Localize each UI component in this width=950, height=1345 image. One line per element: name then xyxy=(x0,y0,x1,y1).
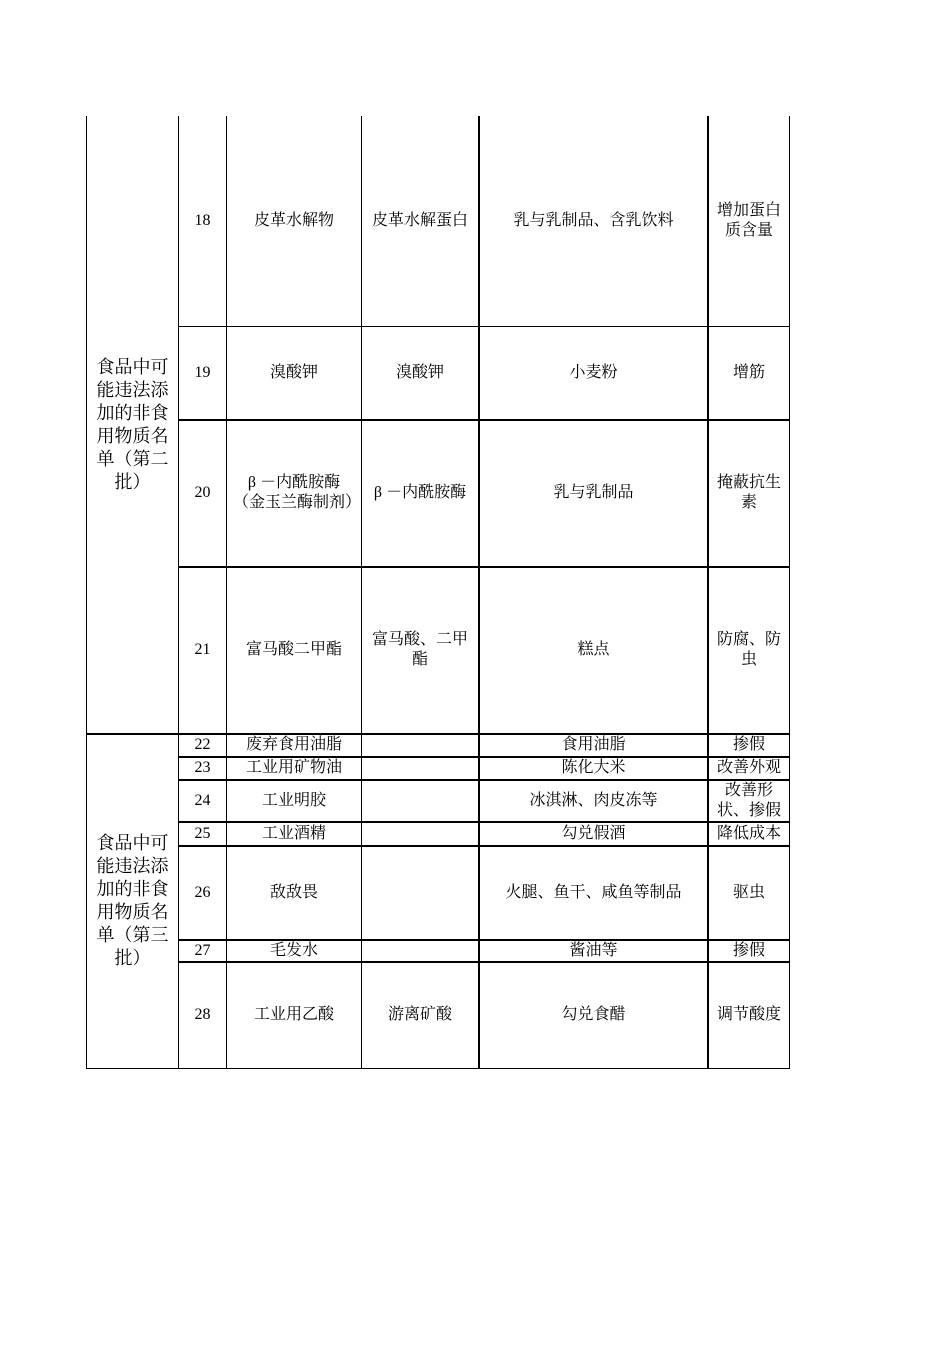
main-component-cell xyxy=(362,780,478,821)
row-number-cell: 27 xyxy=(194,941,211,959)
group-label-second-batch: 食品中可能违法添加的非食用物质名单（第二批） xyxy=(96,357,169,492)
possible-purpose-cell: 驱虫 xyxy=(732,883,765,901)
possible-food-cell: 勾兑假酒 xyxy=(561,824,626,842)
possible-purpose-cell: 增加蛋白质含量 xyxy=(716,202,781,239)
substance-name-cell: 工业明胶 xyxy=(261,791,326,809)
main-component-cell xyxy=(362,757,478,779)
substance-name-cell: 工业酒精 xyxy=(261,824,326,842)
possible-food-cell: 酱油等 xyxy=(569,941,618,959)
possible-food-cell: 乳与乳制品、含乳饮料 xyxy=(513,212,674,229)
row-number-cell: 22 xyxy=(194,736,211,753)
possible-purpose-cell: 调节酸度 xyxy=(716,1006,781,1023)
possible-purpose-cell: 降低成本 xyxy=(716,824,781,842)
row-number-cell: 25 xyxy=(194,824,211,842)
substance-name-cell: 废弃食用油脂 xyxy=(245,736,342,753)
substance-name-cell: 毛发水 xyxy=(269,941,318,959)
main-component-cell: 皮革水解蛋白 xyxy=(371,212,468,229)
possible-purpose-cell: 增筋 xyxy=(732,364,765,381)
possible-food-cell: 勾兑食醋 xyxy=(561,1006,626,1023)
possible-food-cell: 陈化大米 xyxy=(561,759,626,776)
substance-name-cell: 敌敌畏 xyxy=(269,883,318,901)
table-border-bottom xyxy=(86,1068,790,1069)
main-component-cell: 富马酸、二甲酯 xyxy=(371,631,468,668)
row-number-cell: 24 xyxy=(194,791,211,809)
main-component-cell: 游离矿酸 xyxy=(387,1006,452,1023)
possible-food-cell: 冰淇淋、肉皮冻等 xyxy=(529,791,658,809)
row-number-cell: 19 xyxy=(194,364,211,381)
possible-purpose-cell: 改善形状、掺假 xyxy=(716,781,781,819)
substance-name-cell: 皮革水解物 xyxy=(253,212,334,229)
row-number-cell: 23 xyxy=(194,759,211,776)
possible-purpose-cell: 掩蔽抗生素 xyxy=(716,474,781,511)
main-component-cell xyxy=(362,940,478,961)
possible-food-cell: 乳与乳制品 xyxy=(553,484,634,501)
substance-name-cell: 富马酸二甲酯 xyxy=(245,641,342,658)
possible-purpose-cell: 掺假 xyxy=(732,736,765,753)
possible-food-cell: 火腿、鱼干、咸鱼等制品 xyxy=(505,883,682,901)
row-number-cell: 20 xyxy=(194,484,211,501)
row-number-cell: 21 xyxy=(194,641,211,658)
substance-name-cell: β －内酰胺酶（金玉兰酶制剂） xyxy=(233,474,362,511)
possible-purpose-cell: 掺假 xyxy=(732,941,765,959)
main-component-cell: β －内酰胺酶 xyxy=(373,484,467,501)
table-border-right xyxy=(789,116,790,1069)
substance-name-cell: 溴酸钾 xyxy=(269,364,318,381)
group-label-third-batch: 食品中可能违法添加的非食用物质名单（第三批） xyxy=(96,833,169,968)
main-component-cell xyxy=(362,822,478,845)
row-number-cell: 18 xyxy=(194,212,211,229)
possible-purpose-cell: 防腐、防虫 xyxy=(716,631,781,668)
substance-name-cell: 工业用矿物油 xyxy=(245,759,342,776)
possible-purpose-cell: 改善外观 xyxy=(716,759,781,776)
row-number-cell: 28 xyxy=(194,1006,211,1023)
main-component-cell: 溴酸钾 xyxy=(395,364,444,381)
main-component-cell xyxy=(362,734,478,756)
possible-food-cell: 小麦粉 xyxy=(569,364,618,381)
possible-food-cell: 食用油脂 xyxy=(561,736,626,753)
row-number-cell: 26 xyxy=(194,883,211,901)
substance-name-cell: 工业用乙酸 xyxy=(253,1006,334,1023)
possible-food-cell: 糕点 xyxy=(577,641,610,658)
main-component-cell xyxy=(362,846,478,939)
